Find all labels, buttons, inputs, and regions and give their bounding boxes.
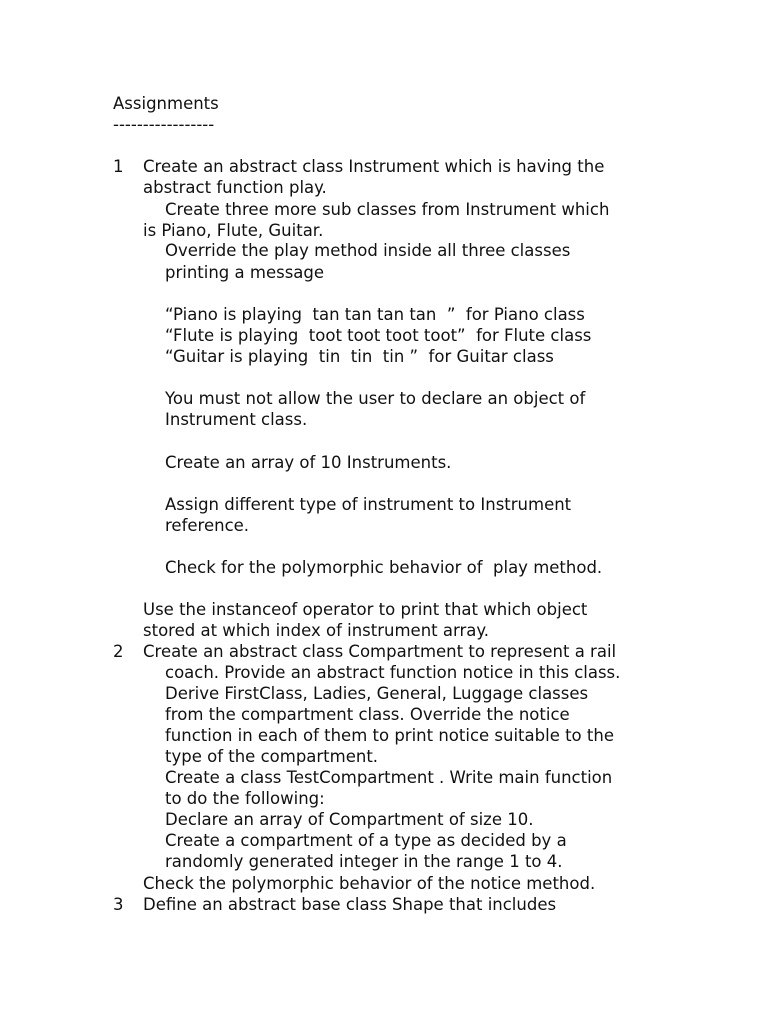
item-number-3: 3: [113, 895, 124, 914]
item-1-line-1: Create an abstract class Instrument which is having the: [143, 157, 605, 176]
item-1-line-15: Check for the polymorphic behavior of play method.: [165, 558, 603, 577]
item-2-line-4: from the compartment class. Override the notice: [165, 705, 570, 724]
item-1-line-10: You must not allow the user to declare an object of: [165, 389, 586, 408]
item-number-1: 1: [113, 157, 124, 176]
item-1-line-13: Assign different type of instrument to Instrument: [165, 495, 572, 514]
item-2-line-5: function in each of them to print notice suitable to the: [165, 726, 614, 745]
item-3-line-1: Define an abstract base class Shape that includes: [143, 895, 557, 914]
heading-underline: -----------------: [113, 115, 215, 134]
item-2-line-8: to do the following:: [165, 789, 325, 808]
item-1-line-16: Use the instanceof operator to print that which object: [143, 600, 588, 619]
item-2-line-10: Create a compartment of a type as decided by a: [165, 831, 567, 850]
item-2-line-1: Create an abstract class Compartment to represent a rail: [143, 642, 617, 661]
item-1-line-12: Create an array of 10 Instruments.: [165, 453, 452, 472]
item-2-line-12: Check the polymorphic behavior of the notice method.: [143, 874, 596, 893]
item-1-guitar-message: “Guitar is playing tin tin tin ” for Guitar class: [165, 347, 554, 366]
item-2-line-11: randomly generated integer in the range 1 to 4.: [165, 852, 563, 871]
item-number-2: 2: [113, 642, 124, 661]
item-1-line-3: Create three more sub classes from Instrument which: [165, 200, 610, 219]
item-1-line-4: is Piano, Flute, Guitar.: [143, 221, 324, 240]
item-1-line-17: stored at which index of instrument array.: [143, 621, 490, 640]
item-1-line-5: Override the play method inside all three classes: [165, 241, 571, 260]
item-1-line-6: printing a message: [165, 263, 325, 282]
item-1-line-2: abstract function play.: [143, 178, 327, 197]
item-1-line-14: reference.: [165, 516, 250, 535]
item-1-flute-message: “Flute is playing toot toot toot toot” for Flute class: [165, 326, 592, 345]
item-2-line-3: Derive FirstClass, Ladies, General, Luggage classes: [165, 684, 589, 703]
document-heading: Assignments: [113, 94, 219, 113]
item-2-line-2: coach. Provide an abstract function notice in this class.: [165, 663, 621, 682]
item-2-line-7: Create a class TestCompartment . Write main function: [165, 768, 613, 787]
item-1-piano-message: “Piano is playing tan tan tan tan ” for Piano class: [165, 305, 585, 324]
item-2-line-9: Declare an array of Compartment of size 10.: [165, 810, 534, 829]
item-2-line-6: type of the compartment.: [165, 747, 379, 766]
item-1-line-11: Instrument class.: [165, 410, 308, 429]
